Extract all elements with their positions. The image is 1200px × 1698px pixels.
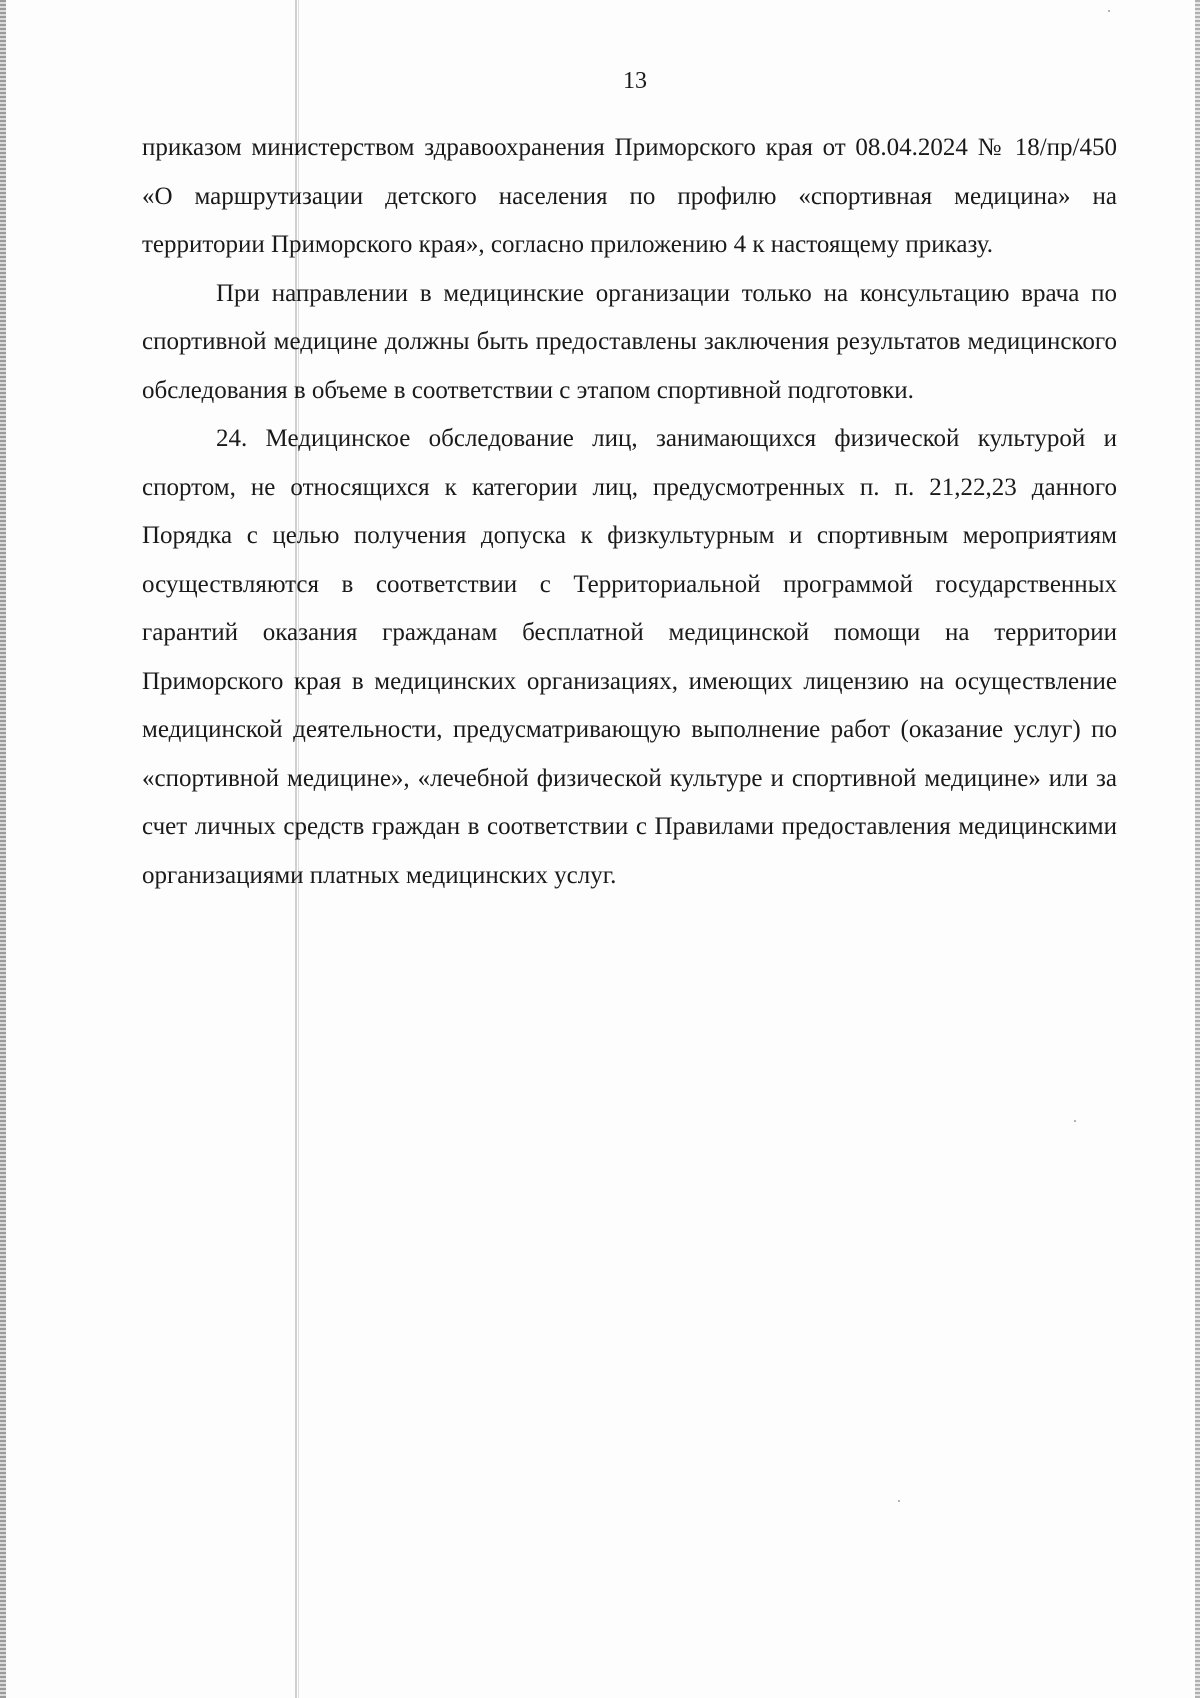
scan-speck (898, 1500, 900, 1502)
scan-edge-left (0, 0, 6, 1698)
scan-speck (1108, 10, 1110, 12)
document-body (142, 124, 1117, 900)
paragraph-item-24: 24. Медицинское обследование лиц, занимающихся физической культурой и спортом, не относящихся к категории лиц, предусмотренных п. п. 21,22,23 данного Порядка с целью получения допуска к физкультурным и спортивным мероприятиям осуществляются в соответствии с Территориальной программой государственных гарантий оказания гражданам бесплатной медицинской помощи на территории Приморского края в медицинских организациях, имеющих лицензию на осуществление медицинской деятельности, предусматривающую выполнение работ (оказание услуг) по «спортивной медицине», «лечебной физической культуре и спортивной медицине» или за счет личных средств граждан в соответствии с Правилами предоставления медицинскими организациями платных медицинских услуг. (142, 425, 1117, 889)
paragraph-consultation: При направлении в медицинские организации только на консультацию врача по спортивной медицине должны быть предоставлены заключения результатов медицинского обследования в объеме в соответствии с этапом спортивной подготовки. (142, 279, 1117, 404)
scan-edge-right (1195, 0, 1200, 1698)
paragraph-continuation: приказом министерством здравоохранения Приморского края от 08.04.2024 № 18/пр/450 «О маршрутизации детского населения по профилю «спортивная медицина» на территории Приморского края», согласно приложению 4 к настоящему приказу. (142, 134, 1117, 258)
page-number: 13 (623, 68, 647, 94)
scan-speck (1074, 1120, 1076, 1122)
